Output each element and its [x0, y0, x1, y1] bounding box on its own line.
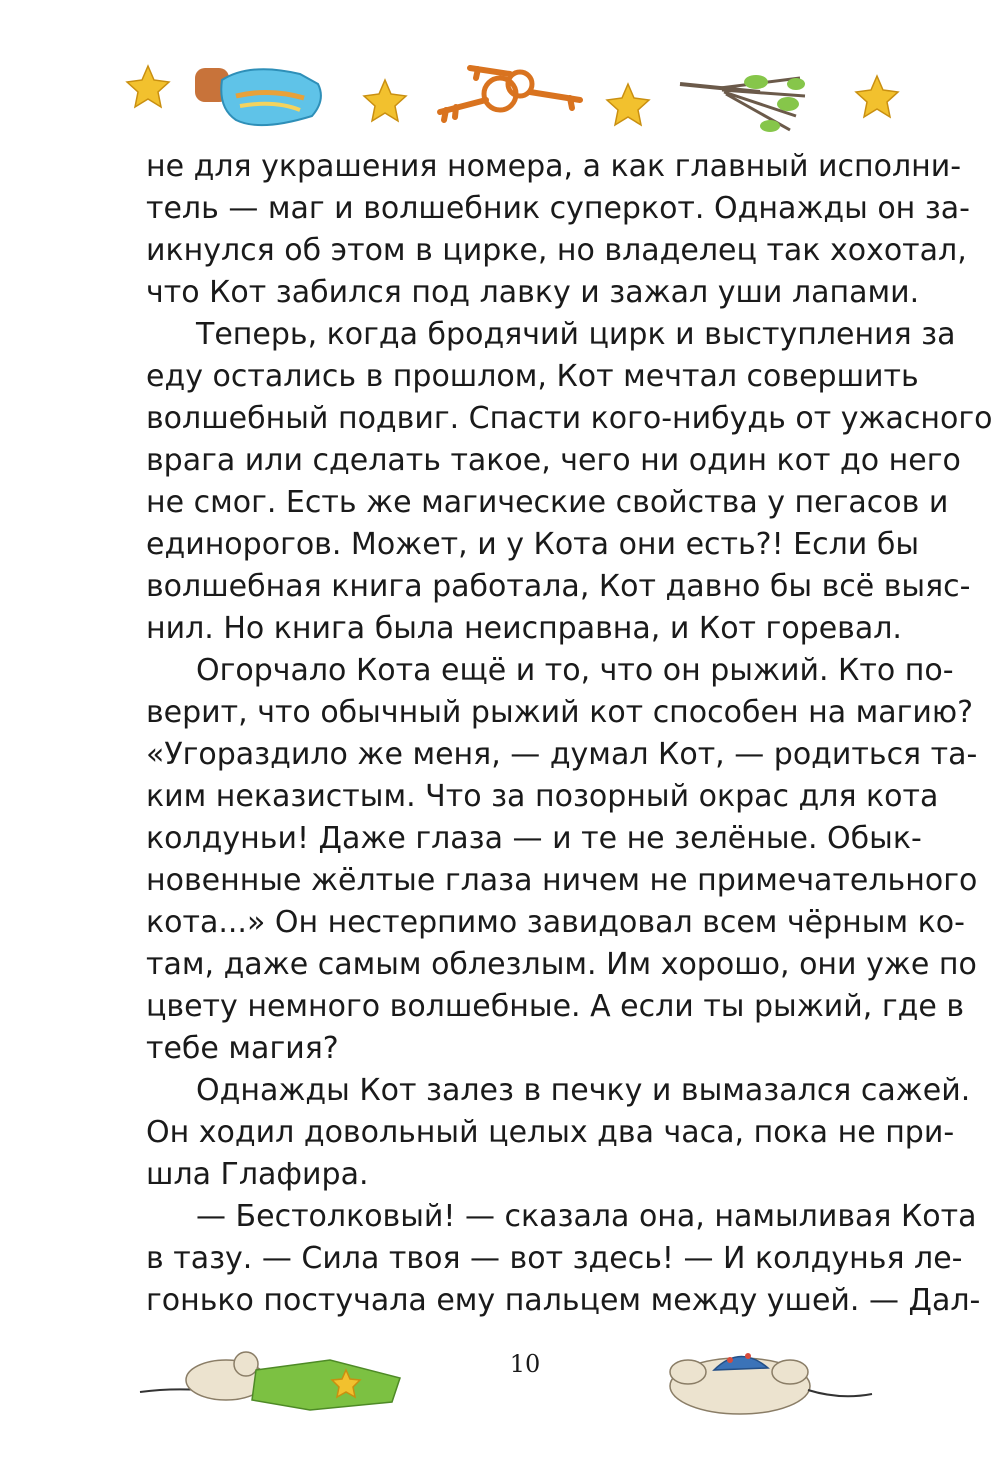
- text-line: — Бестолковый! — сказала она, намыливая Кота: [196, 1199, 977, 1234]
- text-line: колдуньи! Даже глаза — и те не зелёные. Обык-: [146, 821, 922, 856]
- text-line: волшебный подвиг. Спасти кого-нибудь от ужасного: [146, 401, 993, 436]
- text-line: новенные жёлтые глаза ничем не примечательного: [146, 863, 978, 898]
- broom-icon: [680, 75, 805, 132]
- text-line: тель — маг и волшебник суперкот. Однажды он за-: [146, 191, 970, 226]
- keys-icon: [440, 68, 580, 120]
- star-icon: [127, 66, 169, 107]
- text-line: верит, что обычный рыжий кот способен на магию?: [146, 695, 974, 730]
- text-line: тебе магия?: [146, 1031, 339, 1066]
- sleeping-mouse-blanket-icon: [140, 1352, 400, 1410]
- text-line: единорогов. Может, и у Кота они есть?! Если бы: [146, 527, 920, 562]
- text-line: Теперь, когда бродячий цирк и выступления за: [196, 317, 956, 352]
- body-text: [146, 146, 993, 1322]
- text-line: кота...» Он нестерпимо завидовал всем чёрным ко-: [146, 905, 965, 940]
- text-line: ким неказистым. Что за позорный окрас для кота: [146, 779, 939, 814]
- star-icon: [856, 76, 898, 117]
- star-icon: [364, 80, 406, 121]
- text-line: что Кот забился под лавку и зажал уши лапами.: [146, 275, 920, 310]
- text-line: гонько постучала ему пальцем между ушей. — Дал-: [146, 1283, 981, 1318]
- text-line: нил. Но книга была неисправна, и Кот горевал.: [146, 611, 902, 646]
- potion-bottle-icon: [195, 68, 321, 125]
- text-line: в тазу. — Сила твоя — вот здесь! — И колдунья ле-: [146, 1241, 963, 1276]
- text-line: еду остались в прошлом, Кот мечтал совершить: [146, 359, 919, 394]
- text-line: Однажды Кот залез в печку и вымазался сажей.: [196, 1073, 971, 1108]
- footer-decoration: [0, 1330, 1000, 1440]
- text-line: Огорчало Кота ещё и то, что он рыжий. Кто по-: [196, 653, 954, 688]
- text-line: Он ходил довольный целых два часа, пока не при-: [146, 1115, 955, 1150]
- text-line: икнулся об этом в цирке, но владелец так хохотал,: [146, 233, 967, 268]
- text-line: не для украшения номера, а как главный исполни-: [146, 149, 962, 184]
- text-line: цвету немного волшебные. А если ты рыжий, где в: [146, 989, 965, 1024]
- text-line: волшебная книга работала, Кот давно бы всё выяс-: [146, 569, 971, 604]
- text-line: врага или сделать такое, чего ни один кот до него: [146, 443, 961, 478]
- page-number: 10: [509, 1350, 541, 1378]
- text-line: шла Глафира.: [146, 1157, 369, 1192]
- sleeping-mouse-cap-icon: [670, 1353, 872, 1414]
- text-line: там, даже самым облезлым. Им хорошо, они уже по: [146, 947, 977, 982]
- text-line: не смог. Есть же магические свойства у пегасов и: [146, 485, 949, 520]
- header-decoration: [0, 40, 1000, 150]
- text-line: «Угораздило же меня, — думал Кот, — родиться та-: [146, 737, 978, 772]
- star-icon: [607, 84, 649, 125]
